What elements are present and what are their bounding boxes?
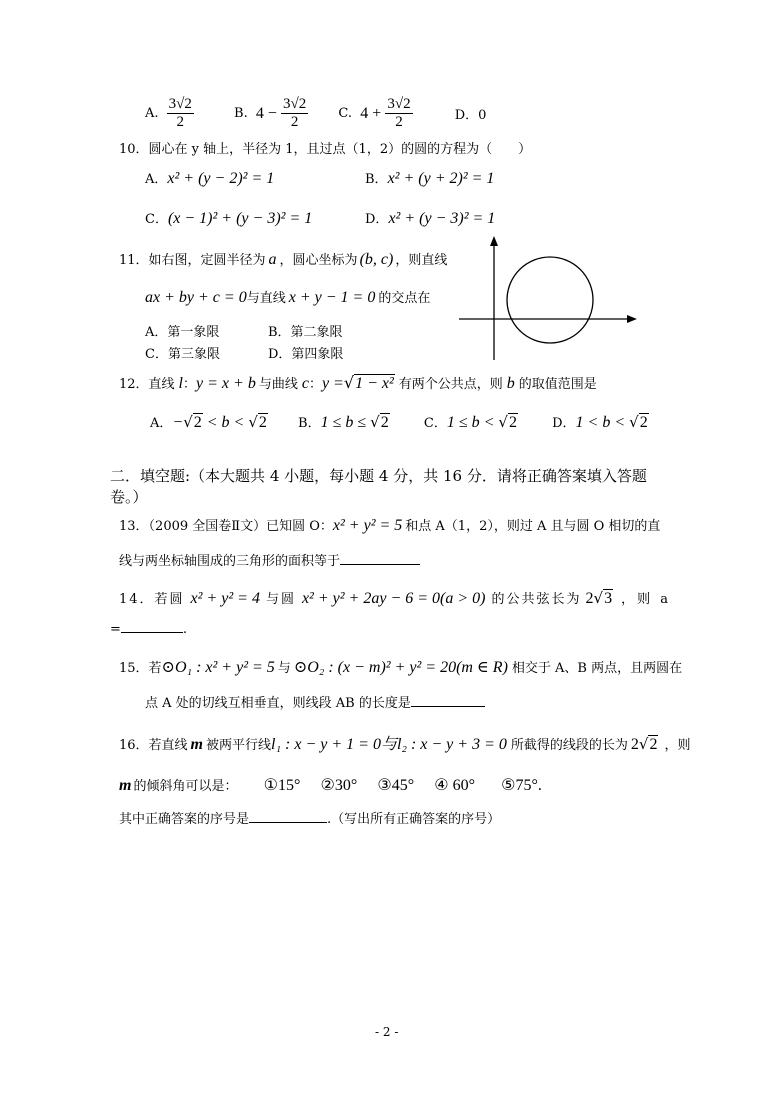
q11-option-a: A．第一象限 (145, 325, 220, 340)
q12-option-d-label: D． (552, 416, 576, 431)
q15-answer-blank[interactable] (411, 706, 485, 707)
q15-circle-2-equation: ⊙O₂ : (x − m)² + y² = 20(m ∈ R) (293, 659, 508, 676)
q12-option-d-radicand: 2 (639, 414, 648, 431)
q9-option-c-denominator: 2 (395, 114, 403, 130)
q9-option-a-label: A. (145, 106, 159, 121)
q11-stem-middle: ，圆心坐标为 (279, 253, 358, 268)
q12-options (150, 412, 649, 432)
q11-line-equation-1: ax + by + c = 0 (145, 289, 247, 306)
q14-line-1 (119, 588, 671, 608)
q10-option-c-label: C． (145, 212, 168, 227)
page-number: - 2 - (375, 1025, 399, 1039)
q16-parallel-lines: l₁ : x − y + 1 = 0与l₂ : x − y + 3 = 0 (271, 736, 507, 753)
q12-stem-end: 的取值范围是 (518, 377, 597, 392)
q9-option-b-numerator: 3√2 (283, 96, 307, 112)
sqrt-icon: √ (593, 589, 604, 607)
q16-choice-2: ②30° (320, 777, 358, 794)
q12-curve-prefix: y = (321, 375, 344, 392)
q16-choice-3: ③45° (377, 777, 415, 794)
q12-option-b-label: B． (298, 416, 321, 431)
q14-line-2: = . (110, 622, 188, 637)
q12-option-c-expression: 1 ≤ b < (446, 414, 499, 431)
q9-option-b-label: B. (234, 106, 248, 121)
q16-end: ，则 (664, 738, 691, 753)
q12-option-a-label: A． (150, 416, 173, 431)
q12-stem (119, 373, 597, 393)
q12-line-name: l (178, 375, 183, 392)
q15-line-2 (145, 692, 485, 711)
q14-prefix: 14．若圆 (119, 592, 185, 607)
q12-option-b-radicand: 2 (380, 414, 389, 431)
q13-circle-equation: x² + y² = 5 (332, 517, 403, 534)
q12-curve-name: c (301, 375, 309, 392)
q14-middle: 与圆 (265, 592, 296, 607)
q11-radius-variable: a (268, 251, 277, 268)
q9-option-b-denominator: 2 (290, 114, 299, 130)
q9-option-a-denominator: 2 (176, 114, 185, 130)
q16-choice-1: ①15° (263, 777, 301, 794)
q15-suffix: 相交于 A、B 两点，且两圆在 (511, 661, 683, 676)
q11-figure (455, 232, 645, 362)
q10-option-a-equation: x² + (y − 2)² = 1 (167, 170, 275, 187)
q14-chord-coefficient: 2 (585, 590, 594, 607)
q11-option-d: D．第四象限 (268, 347, 344, 362)
q9-option-d: D．0 (454, 108, 487, 123)
q11-line-2-suffix: 的交点在 (378, 291, 431, 306)
q12-line-equation: y = x + b (196, 375, 256, 392)
q13-line-1-suffix: 和点 A（1，2），则过 A 且与圆 O 相切的直 (405, 519, 661, 534)
q10-stem: 10．圆心在 y 轴上，半径为 1，且过点（1，2）的圆的方程为（ ） (119, 142, 532, 157)
sqrt-icon: √ (343, 373, 355, 392)
q10-option-d-label: D． (365, 212, 389, 227)
q12-colon-2: ： (308, 377, 322, 392)
q12-option-c-label: C． (423, 416, 447, 431)
q9-options (145, 96, 486, 136)
q13-line-1 (119, 515, 660, 535)
sqrt-icon: √ (638, 735, 649, 753)
q16-length-radicand: 2 (649, 736, 658, 753)
q12-stem-suffix: 有两个公共点，则 (398, 377, 503, 392)
q15-prefix: 15．若 (119, 661, 162, 676)
q11-stem (119, 249, 447, 269)
q13-line-1-prefix: 13．（2009 全国卷Ⅱ文）已知圆 O： (119, 519, 333, 534)
q11-stem-prefix: 11．如右图，定圆半径为 (119, 253, 266, 268)
sqrt-icon: √ (370, 413, 380, 431)
q12-option-a-radicand-1: 2 (193, 414, 202, 431)
q9-option-c-fraction (385, 96, 412, 131)
q10-option-b-equation: x² + (y + 2)² = 1 (387, 170, 495, 187)
section-2-title-line-1: 二．填空题:（本大题共 4 小题，每小题 4 分，共 16 分．请将正确答案填入答题 (110, 467, 647, 485)
q12-option-a-middle: < b < (202, 414, 249, 431)
q15-line-1 (119, 657, 682, 677)
q12-option-a-minus: − (172, 414, 184, 431)
sqrt-icon: √ (248, 413, 258, 431)
q11-line-equation-2: x + y − 1 = 0 (288, 289, 376, 306)
q11-center-coordinates: (b, c) (359, 251, 394, 268)
q12-curve-radicand: 1 − x² (355, 375, 394, 392)
q10-option-a (145, 168, 274, 188)
q10-option-b (365, 168, 494, 188)
q16-length-coefficient: 2 (630, 736, 639, 753)
q11-line-2 (145, 287, 430, 307)
q16-middle: 被两平行线 (206, 738, 272, 753)
q11-stem-suffix: ，则直线 (395, 253, 448, 268)
sqrt-icon: √ (183, 413, 193, 431)
q12-option-c-radicand: 2 (508, 414, 517, 431)
q10-option-c (145, 208, 312, 228)
q12-option-a-radicand-2: 2 (258, 414, 267, 431)
q15-line-2-text: 点 A 处的切线互相垂直，则线段 AB 的长度是 (145, 696, 411, 711)
q9-option-b-fraction (281, 96, 308, 131)
q12-option-d-expression: 1 < b < (575, 414, 630, 431)
q16-line-2 (119, 775, 542, 795)
q11-line-2-middle: 与直线 (246, 291, 286, 306)
q10-option-c-equation: (x − 1)² + (y − 3)² = 1 (167, 210, 313, 227)
q15-middle: 与 (277, 661, 291, 676)
q9-option-b-prefix: 4 − (255, 104, 277, 122)
q13-line-2-text: 线与两坐标轴围成的三角形的面积等于 (119, 554, 341, 569)
y-axis-arrow (490, 236, 498, 246)
q16-choice-5: ⑤75°. (501, 777, 542, 794)
q9-option-c-numerator: 3√2 (387, 96, 411, 112)
q10-option-d-equation: x² + (y − 3)² = 1 (388, 210, 496, 227)
q12-colon-1: ： (183, 377, 197, 392)
q15-circle-1-equation: ⊙O₁ : x² + y² = 5 (161, 659, 275, 676)
q10-option-b-label: B． (365, 172, 388, 187)
q16-choice-4: ④ 60° (434, 777, 476, 794)
q9-option-a-fraction (167, 96, 194, 131)
q11-option-c: C．第三象限 (145, 347, 220, 362)
q13-line-2 (119, 550, 420, 569)
q14-chord-radicand: 3 (604, 590, 613, 607)
q12-option-b-expression: 1 ≤ b ≤ (320, 414, 371, 431)
q14-answer-blank[interactable] (121, 632, 183, 633)
q13-answer-blank[interactable] (340, 564, 420, 565)
q16-line-3 (119, 808, 500, 827)
circle (507, 257, 593, 343)
q14-suffix: 的公共弦长为 (491, 592, 582, 607)
q9-option-c-label: C. (338, 106, 353, 121)
q14-circle-1-equation: x² + y² = 4 (190, 590, 260, 607)
sqrt-icon: √ (498, 413, 508, 431)
q16-line-3-suffix: .（写出所有正确答案的序号） (327, 812, 501, 827)
q9-option-c-prefix: 4 + (360, 104, 382, 122)
q12-variable-b: b (506, 375, 515, 392)
x-axis-arrow (627, 315, 637, 323)
q14-circle-2-equation: x² + y² + 2ay − 6 = 0(a > 0) (301, 590, 486, 607)
q11-option-b: B．第二象限 (268, 325, 343, 340)
q9-option-a-numerator: 3√2 (168, 96, 192, 112)
q16-suffix: 所截得的线段的长为 (510, 738, 628, 753)
q16-line-1 (119, 731, 690, 754)
q12-stem-middle: 与曲线 (258, 377, 298, 392)
q16-line-name-2: m (119, 777, 132, 794)
q16-line-3-prefix: 其中正确答案的序号是 (119, 812, 250, 827)
q14-equals: = (110, 622, 121, 637)
q16-line-2-text: 的倾斜角可以是： (133, 779, 238, 794)
section-2-title-line-2: 卷。） (110, 488, 148, 506)
q10-option-d (365, 208, 495, 228)
q10-option-a-label: A． (145, 172, 168, 187)
q16-line-name: m (190, 736, 203, 753)
q14-end: ，则 a (621, 592, 671, 607)
q12-stem-prefix: 12．直线 (119, 377, 175, 392)
q16-prefix: 16．若直线 (119, 738, 188, 753)
sqrt-icon: √ (629, 413, 639, 431)
q16-answer-blank[interactable] (249, 822, 327, 823)
